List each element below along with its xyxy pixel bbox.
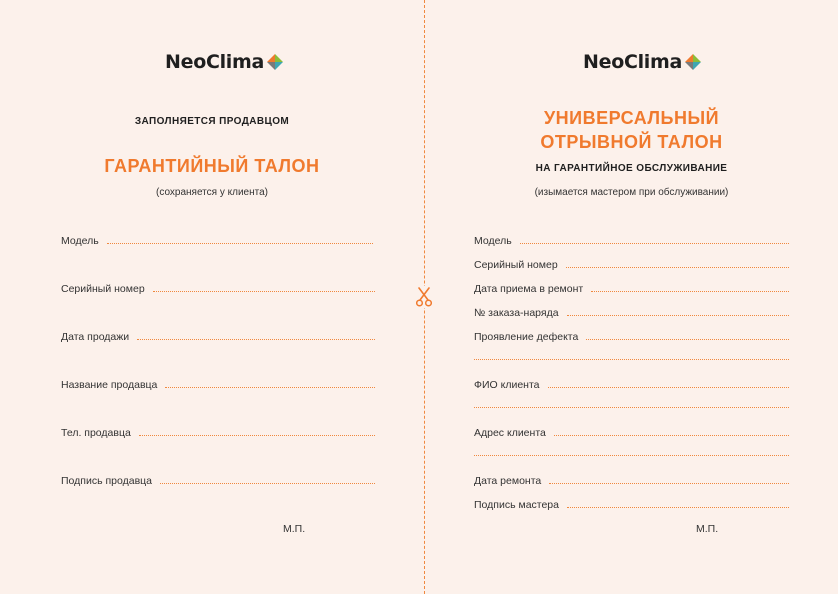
field-label: Подпись мастера xyxy=(474,499,559,511)
field-line xyxy=(548,387,790,388)
field-line xyxy=(153,291,375,292)
field-serial-number[interactable] xyxy=(474,259,789,271)
field-line xyxy=(520,243,789,244)
field-client-address[interactable] xyxy=(474,427,789,439)
field-label: Проявление дефекта xyxy=(474,331,579,343)
field-line xyxy=(591,291,789,292)
right-title-line2: ОТРЫВНОЙ ТАЛОН xyxy=(540,132,723,152)
field-line xyxy=(549,483,789,484)
field-label: Серийный номер xyxy=(61,283,145,295)
field-label: Адрес клиента xyxy=(474,427,546,439)
field-label: Дата продажи xyxy=(61,331,130,343)
field-line xyxy=(165,387,375,388)
field-line xyxy=(567,507,789,508)
field-line xyxy=(567,315,789,316)
brand-name: NeoClima xyxy=(165,51,265,73)
field-seller-phone[interactable] xyxy=(61,427,375,439)
field-label: Дата приема в ремонт xyxy=(474,283,584,295)
field-line xyxy=(586,339,789,340)
field-line xyxy=(107,243,373,244)
field-technician-signature[interactable] xyxy=(474,499,789,511)
field-work-order[interactable] xyxy=(474,307,789,319)
brand-logo xyxy=(165,51,283,73)
field-defect[interactable] xyxy=(474,331,789,343)
field-defect-extra-line[interactable] xyxy=(474,359,789,360)
field-line xyxy=(554,435,789,436)
brand-name: NeoClima xyxy=(583,51,683,73)
field-line xyxy=(139,435,375,436)
left-subheading: ЗАПОЛНЯЕТСЯ ПРОДАВЦОМ xyxy=(134,116,290,127)
stamp-placeholder: М.П. xyxy=(696,523,719,535)
field-label: Подпись продавца xyxy=(61,475,153,487)
left-note: (сохраняется у клиента) xyxy=(156,187,268,198)
field-label: ФИО клиента xyxy=(474,379,540,391)
field-sale-date[interactable] xyxy=(61,331,375,343)
field-client-name[interactable] xyxy=(474,379,789,391)
service-tear-off-card xyxy=(425,0,838,594)
field-client-address-extra-line[interactable] xyxy=(474,455,789,456)
field-repair-date[interactable] xyxy=(474,475,789,487)
right-title-line1: УНИВЕРСАЛЬНЫЙ xyxy=(543,108,720,128)
field-label: № заказа-наряда xyxy=(474,307,559,319)
field-line xyxy=(160,483,375,484)
field-seller-signature[interactable] xyxy=(61,475,375,487)
neoclima-logo-icon xyxy=(685,54,701,70)
field-seller-name[interactable] xyxy=(61,379,375,391)
field-line xyxy=(137,339,375,340)
neoclima-logo-icon xyxy=(267,54,283,70)
field-model[interactable] xyxy=(61,235,373,247)
field-line xyxy=(566,267,789,268)
field-serial-number[interactable] xyxy=(61,283,375,295)
stamp-placeholder: М.П. xyxy=(283,523,306,535)
field-label: Серийный номер xyxy=(474,259,558,271)
field-model[interactable] xyxy=(474,235,789,247)
field-intake-date[interactable] xyxy=(474,283,789,295)
right-note: (изымается мастером при обслуживании) xyxy=(534,187,729,198)
brand-logo xyxy=(583,51,701,73)
left-title: ГАРАНТИЙНЫЙ ТАЛОН xyxy=(104,156,320,176)
field-label: Дата ремонта xyxy=(474,475,542,487)
field-label: Модель xyxy=(61,235,99,247)
field-label: Модель xyxy=(474,235,512,247)
field-label: Название продавца xyxy=(61,379,158,391)
field-label: Тел. продавца xyxy=(61,427,131,439)
right-subheading: НА ГАРАНТИЙНОЕ ОБСЛУЖИВАНИЕ xyxy=(535,163,728,174)
field-client-name-extra-line[interactable] xyxy=(474,407,789,408)
